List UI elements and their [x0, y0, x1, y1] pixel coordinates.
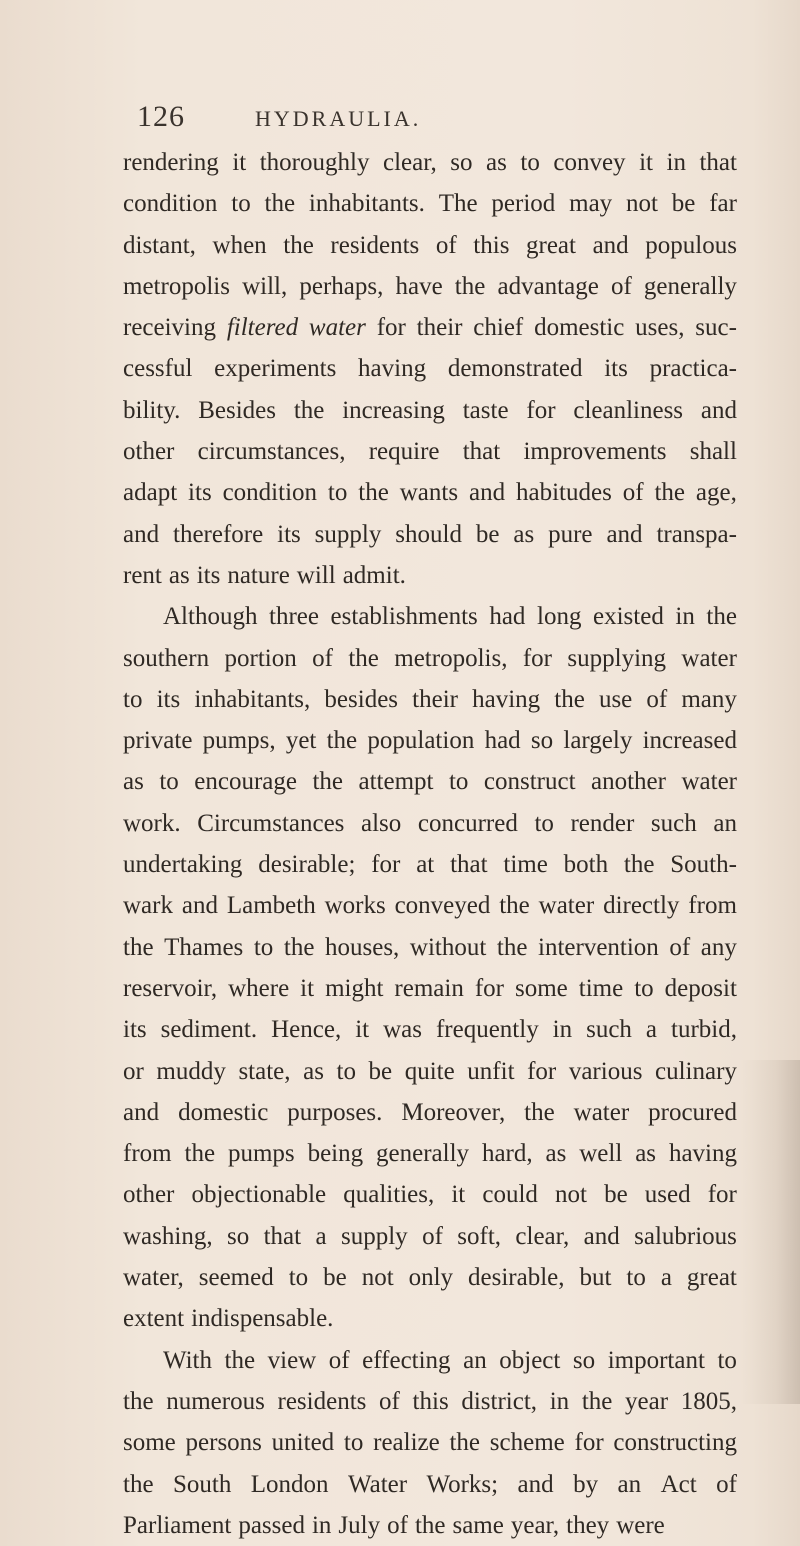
text-line: some persons united to realize the scheme for constructing — [123, 1429, 737, 1457]
text-line: With the view of effecting an object so important to — [163, 1346, 737, 1374]
text-line: Parliament passed in July of the same year, they were — [123, 1511, 665, 1539]
text-line: and domestic purposes. Moreover, the water procured — [123, 1098, 737, 1126]
text-line: the South London Water Works; and by an Act of — [123, 1470, 737, 1498]
text-line: the Thames to the houses, without the intervention of any — [123, 933, 737, 961]
text-line: its sediment. Hence, it was frequently in such a turbid, — [123, 1016, 737, 1044]
page-number: 126 — [137, 100, 185, 133]
text-line: other objectionable qualities, it could not be used for — [123, 1181, 737, 1209]
text-line: the numerous residents of this district, in the year 1805, — [123, 1387, 737, 1415]
body-text — [123, 142, 737, 1546]
text-line: distant, when the residents of this great and populous — [123, 231, 737, 259]
text-line: work. Circumstances also concurred to render such an — [123, 809, 737, 837]
text-line: as to encourage the attempt to construct another water — [123, 768, 737, 796]
text-line: Although three establishments had long existed in the — [163, 603, 737, 631]
text-line: rendering it thoroughly clear, so as to convey it in that — [123, 149, 737, 176]
text-line: private pumps, yet the population had so largely increased — [123, 727, 737, 755]
text-line: condition to the inhabitants. The period may not be far — [123, 190, 737, 218]
text-line: reservoir, where it might remain for some time to deposit — [123, 974, 737, 1002]
running-title: HYDRAULIA. — [255, 106, 422, 131]
text-line: and therefore its supply should be as pure and transpa- — [123, 520, 737, 548]
text-line: washing, so that a supply of soft, clear, and salubrious — [123, 1222, 737, 1250]
running-head — [137, 100, 737, 140]
text-line: to its inhabitants, besides their having the use of many — [123, 685, 737, 713]
text-line: undertaking desirable; for at that time both the South- — [123, 851, 737, 879]
text-line: bility. Besides the increasing taste for cleanliness and — [123, 396, 737, 424]
text-line: southern portion of the metropolis, for supplying water — [123, 644, 737, 672]
text-line: other circumstances, require that improvements shall — [123, 438, 737, 466]
text-line: from the pumps being generally hard, as well as having — [123, 1140, 737, 1168]
text-line: rent as its nature will admit. — [123, 561, 406, 589]
text-line: receiving filtered water for their chief domestic uses, suc- — [123, 314, 737, 342]
text-line: extent indispensable. — [123, 1305, 334, 1333]
text-line: wark and Lambeth works conveyed the water directly from — [123, 892, 737, 920]
page-edge-shadow — [740, 1060, 800, 1404]
text-line: or muddy state, as to be quite unfit for various culinary — [123, 1057, 737, 1085]
text-line: cessful experiments having demonstrated its practica- — [123, 355, 737, 383]
text-line: metropolis will, perhaps, have the advantage of generally — [123, 272, 737, 300]
text-line: adapt its condition to the wants and habitudes of the age, — [123, 479, 737, 507]
text-line: water, seemed to be not only desirable, but to a great — [123, 1264, 737, 1292]
